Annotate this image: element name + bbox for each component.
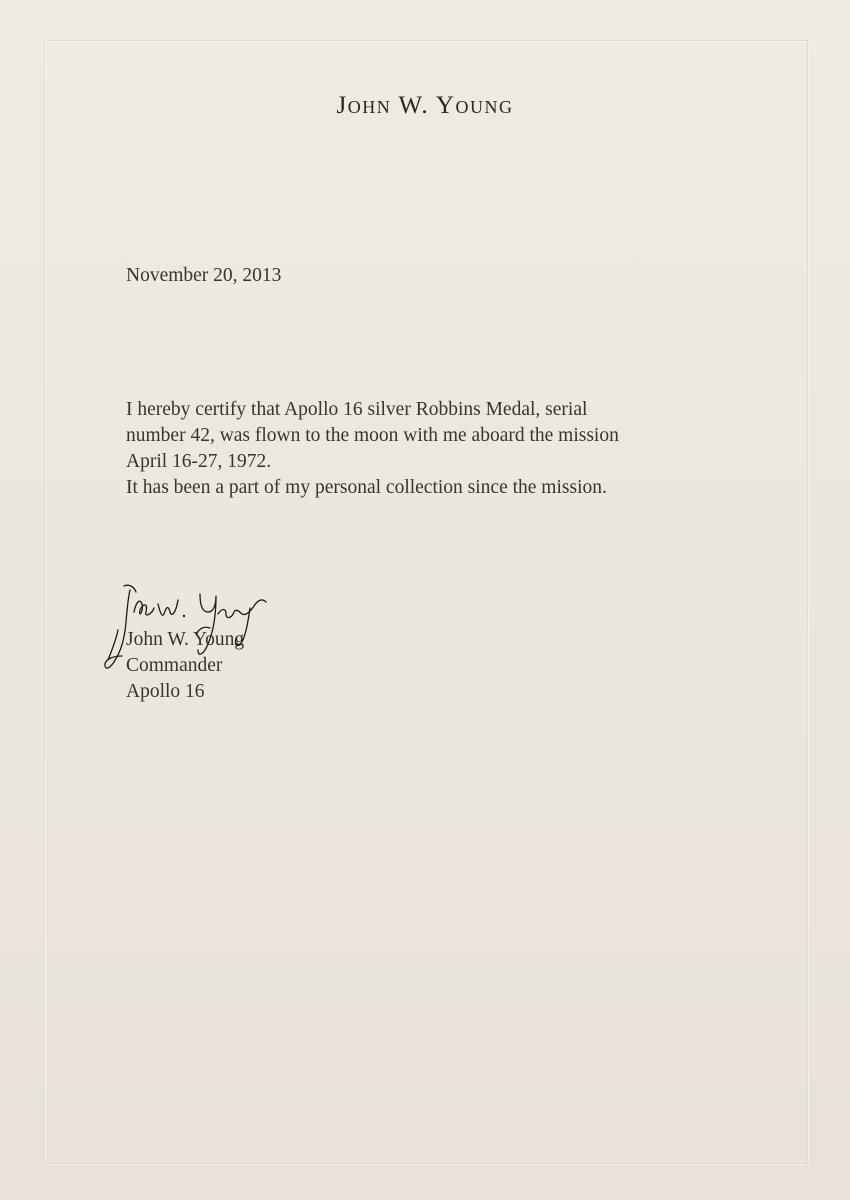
- handwritten-signature: [100, 578, 280, 688]
- letter-date: November 20, 2013: [126, 265, 282, 286]
- body-line: I hereby certify that Apollo 16 silver Robbins Medal, serial: [126, 399, 588, 420]
- signatory-title: Commander: [126, 655, 223, 676]
- body-line: It has been a part of my personal collection since the mission.: [126, 477, 607, 498]
- letterhead-name: John W. Young: [336, 92, 514, 119]
- body-line: April 16-27, 1972.: [126, 451, 272, 472]
- letter-body: [126, 397, 746, 501]
- signatory-name: John W. Young: [126, 629, 245, 650]
- body-line: number 42, was flown to the moon with me aboard the mission: [126, 425, 619, 446]
- signatory-mission: Apollo 16: [126, 681, 205, 702]
